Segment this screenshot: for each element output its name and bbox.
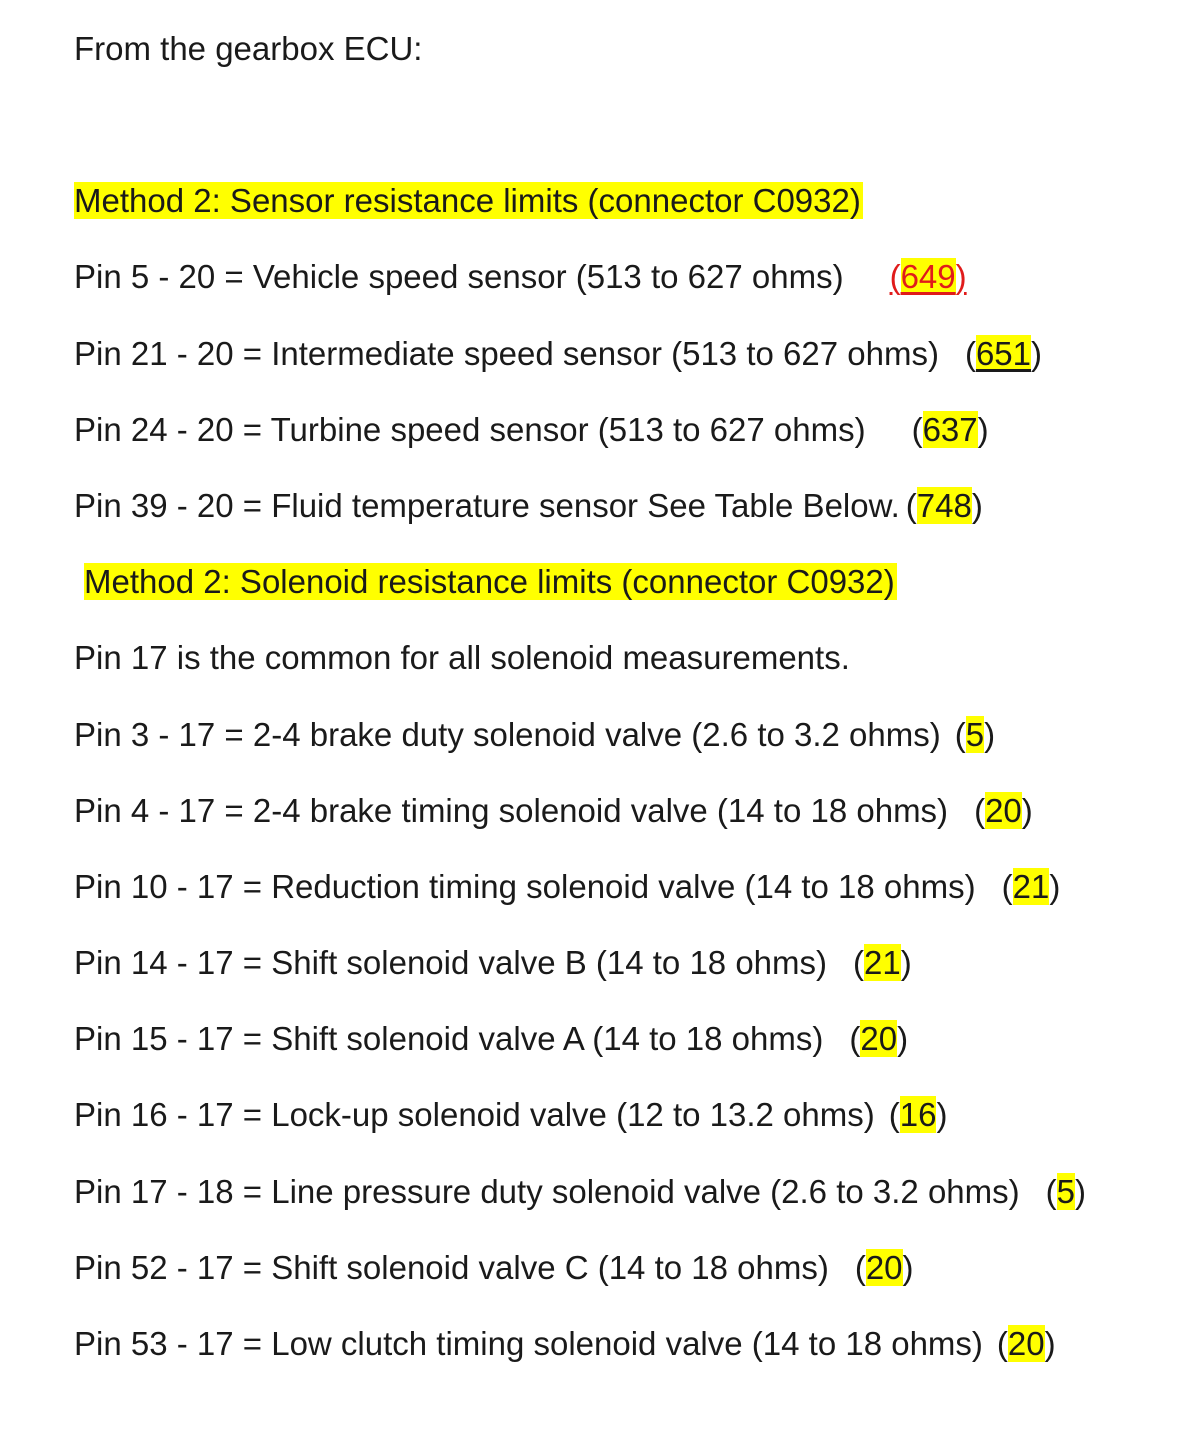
reading: (21): [1001, 868, 1061, 905]
solenoid-note: Pin 17 is the common for all solenoid measurements.: [74, 639, 850, 676]
solenoid-heading: Method 2: Solenoid resistance limits (connector C0932): [84, 563, 895, 600]
solenoid-row: Pin 14 - 17 = Shift solenoid valve B (14 to 18 ohms) (21): [74, 944, 912, 981]
solenoid-row: Pin 52 - 17 = Shift solenoid valve C (14 to 18 ohms) (20): [74, 1249, 914, 1286]
solenoid-row: Pin 15 - 17 = Shift solenoid valve A (14 to 18 ohms) (20): [74, 1020, 909, 1057]
reading: (20): [996, 1325, 1056, 1362]
sensor-row: Pin 24 - 20 = Turbine speed sensor (513 to 627 ohms) (637): [74, 411, 989, 448]
reading: (5): [954, 716, 996, 753]
reading: (651): [964, 335, 1042, 372]
reading: (637): [911, 411, 989, 448]
solenoid-row: Pin 53 - 17 = Low clutch timing solenoid valve (14 to 18 ohms) (20): [74, 1325, 1056, 1362]
solenoid-row: Pin 16 - 17 = Lock-up solenoid valve (12 to 13.2 ohms) (16): [74, 1096, 948, 1133]
sensor-heading: Method 2: Sensor resistance limits (connector C0932): [74, 182, 861, 219]
sensor-row: Pin 39 - 20 = Fluid temperature sensor See Table Below. (748): [74, 487, 983, 524]
solenoid-row: Pin 4 - 17 = 2-4 brake timing solenoid valve (14 to 18 ohms) (20): [74, 792, 1033, 829]
solenoid-row: Pin 17 - 18 = Line pressure duty solenoid valve (2.6 to 3.2 ohms) (5): [74, 1173, 1086, 1210]
reading: (16): [888, 1096, 948, 1133]
sensor-row: Pin 21 - 20 = Intermediate speed sensor (513 to 627 ohms) (651): [74, 335, 1042, 372]
reading: (20): [974, 792, 1033, 829]
reading: (21): [853, 944, 912, 981]
solenoid-row: Pin 3 - 17 = 2-4 brake duty solenoid valve (2.6 to 3.2 ohms) (5): [74, 716, 996, 753]
sensor-row: Pin 5 - 20 = Vehicle speed sensor (513 to 627 ohms) (649): [74, 258, 967, 295]
solenoid-row: Pin 10 - 17 = Reduction timing solenoid valve (14 to 18 ohms) (21): [74, 868, 1061, 905]
intro-text: From the gearbox ECU:: [74, 30, 423, 67]
reading: (20): [854, 1249, 914, 1286]
reading: (748): [905, 487, 983, 524]
reading: (20): [849, 1020, 909, 1057]
reading-out-of-range: (649): [889, 258, 967, 295]
reading: (5): [1045, 1173, 1086, 1210]
